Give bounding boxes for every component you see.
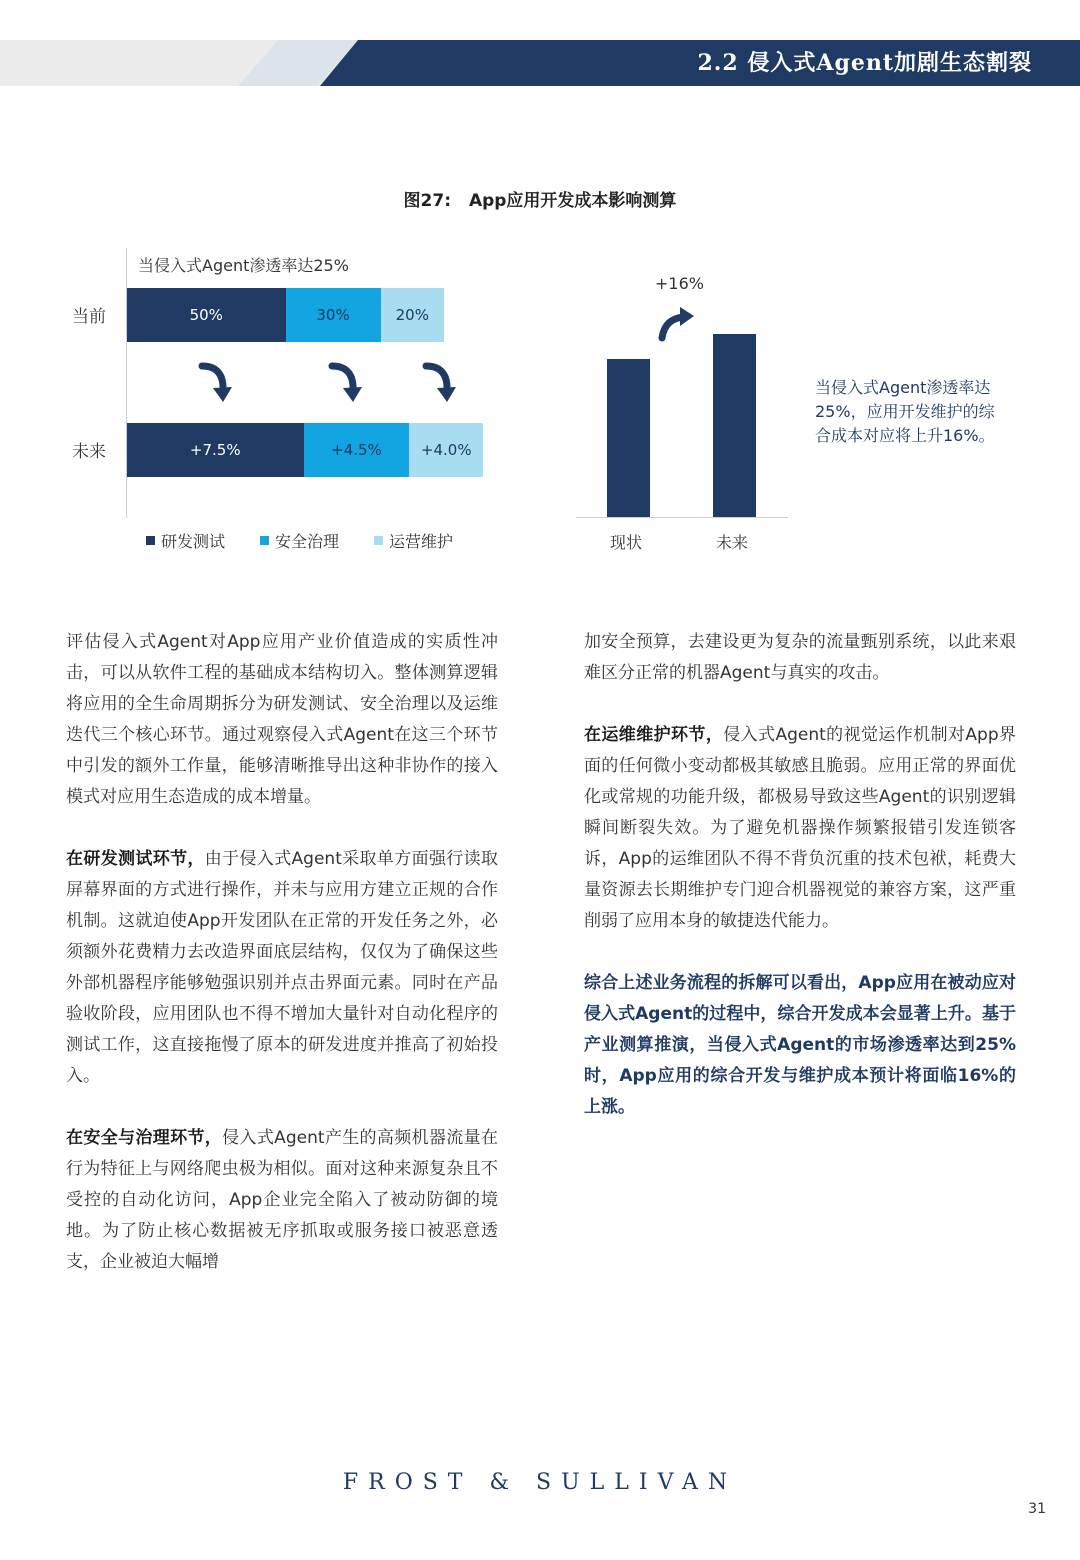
segment-security-future: +4.5% — [304, 423, 410, 477]
legend-swatch — [374, 536, 383, 545]
row-label-future: 未来 — [72, 442, 106, 462]
figure-caption: App应用开发成本影响测算 — [468, 191, 677, 211]
legend-swatch — [146, 536, 155, 545]
paragraph — [66, 1123, 498, 1278]
legend-item-security — [260, 529, 339, 552]
paragraph — [584, 720, 1016, 937]
paragraph — [66, 844, 498, 1092]
down-arrow-icon — [420, 362, 460, 406]
paragraph-body: 侵入式Agent产生的高频机器流量在行为特征上与网络爬虫极为相似。面对这种来源复杂且不受控的自动化访问，App企业完全陷入了被动防御的境地。为了防止核心数据被无序抓取或服务接口被恶意透支，企业被迫大幅增 — [66, 1128, 498, 1272]
down-arrow-icon — [196, 362, 236, 406]
bar-category-future: 未来 — [716, 533, 749, 552]
paragraph-lead: 在安全与治理环节， — [66, 1128, 223, 1148]
paragraph-body: 侵入式Agent的视觉运作机制对App界面的任何微小变动都极其敏感且脆弱。应用正常的界面优化或常规的功能升级，都极易导致这些Agent的识别逻辑瞬间断裂失效。为了避免机器操作频繁报错引发连锁客诉，App的运维团队不得不背负沉重的技术包袱，耗费大量资源去长期维护专门迎合机器视觉的兼容方案，这严重削弱了应用本身的敏捷迭代能力。 — [584, 725, 1017, 931]
paragraph-lead: 在运维维护环节， — [584, 725, 724, 745]
stacked-chart-title: 当侵入式Agent渗透率达25% — [138, 256, 349, 275]
chart-note: 当侵入式Agent渗透率达25%，应用开发维护的综合成本对应将上升16%。 — [815, 378, 995, 445]
row-label-current: 当前 — [72, 307, 106, 327]
down-arrow-icon — [326, 362, 366, 406]
paragraph-lead: 在研发测试环节， — [66, 849, 205, 869]
left-text-column — [66, 627, 498, 1309]
legend-label: 安全治理 — [275, 532, 340, 551]
legend-swatch — [260, 536, 269, 545]
segment-ops-future: +4.0% — [409, 423, 483, 477]
conclusion-paragraph: 综合上述业务流程的拆解可以看出，App应用在被动应对侵入式Agent的过程中，综合开发成本会显著上升。基于产业测算推演，当侵入式Agent的市场渗透率达到25%时，App应用的综合开发与维护成本预计将面临16%的上涨。 — [584, 973, 1016, 1117]
bar-category-current: 现状 — [610, 533, 643, 552]
figure-label: 图27: — [403, 191, 452, 211]
bar-current — [607, 359, 650, 517]
paragraph-body: 由于侵入式Agent采取单方面强行读取屏幕界面的方式进行操作，并未与应用方建立正规的合作机制。这就迫使App开发团队在正常的开发任务之外，必须额外花费精力去改造界面底层结构，仅仅为了确保这些外部机器程序能够勉强识别并点击界面元素。同时在产品验收阶段，应用团队也不得不增加大量针对自动化程序的测试工作，这直接拖慢了原本的研发进度并推高了初始投入。 — [66, 849, 498, 1086]
paragraph: 评估侵入式Agent对App应用产业价值造成的实质性冲击，可以从软件工程的基础成本结构切入。整体测算逻辑将应用的全生命周期拆分为研发测试、安全治理以及运维迭代三个核心环节。通过观察侵入式Agent在这三个环节中引发的额外工作量，能够清晰推导出这种非协作的接入模式对应用生态造成的成本增量。 — [66, 632, 498, 807]
brand-logo: FROST & SULLIVAN — [342, 1470, 738, 1495]
legend-label: 运营维护 — [389, 532, 454, 551]
right-text-column — [584, 627, 1016, 1154]
figure-title — [0, 186, 1080, 211]
increase-label: +16% — [655, 274, 704, 293]
page-number: 31 — [1028, 1501, 1046, 1517]
segment-rd-current: 50% — [127, 288, 286, 342]
bar-future — [713, 334, 756, 517]
legend-item-rd — [146, 529, 225, 552]
paragraph: 加安全预算，去建设更为复杂的流量甄别系统，以此来艰难区分正常的机器Agent与真实的攻击。 — [584, 632, 1016, 683]
legend-label: 研发测试 — [161, 532, 226, 551]
legend-item-ops — [374, 529, 453, 552]
bar-chart-baseline — [576, 517, 788, 518]
segment-security-current: 30% — [286, 288, 381, 342]
section-title: 2.2 侵入式Agent加剧生态割裂 — [697, 50, 1032, 76]
segment-rd-future: +7.5% — [127, 423, 304, 477]
segment-ops-current: 20% — [381, 288, 444, 342]
up-arrow-icon — [656, 304, 696, 342]
